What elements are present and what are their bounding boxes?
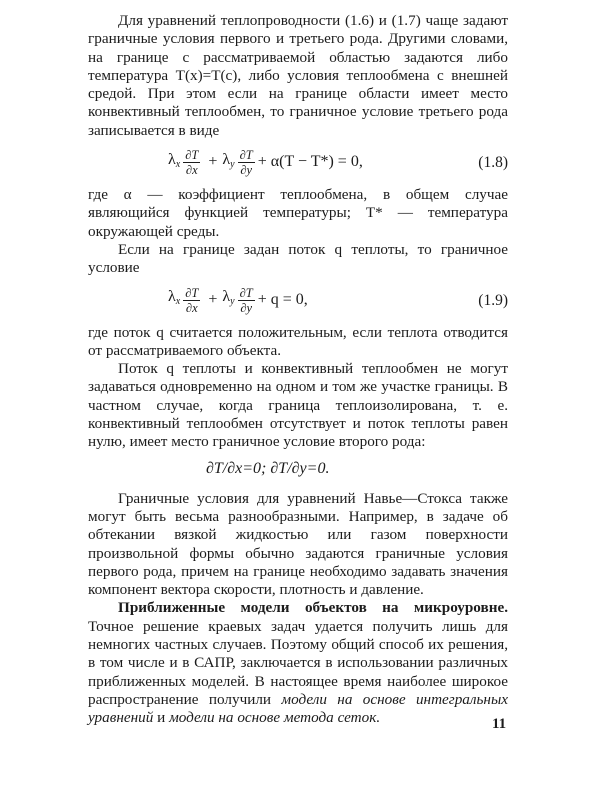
fraction-dT-dy: $\frac{\partial T}{\partial y}$ <box>239 285 253 315</box>
lambda-x: $\lambda_x$ <box>168 288 181 308</box>
paragraph-approximate-models: Приближенные модели объектов на микроуровне. Точное решение краевых задач удается получить лишь для немногих частных случаев. Поэтому общий способ их решения, в том числе и в САПР, заключается в использовании различных приближенных моделей. В настоящее время наиболее широкое распространение получили модели на основе интегральных уравнений и модели на основе метода сеток. <box>88 599 508 727</box>
paragraph-flux-sign: где поток q считается положительным, если теплота отводится от рассматриваемого объекта. <box>88 323 508 359</box>
paragraph-second-kind: Поток q теплоты и конвективный теплообмен не могут задаваться одновременно на одном и том же участке границы. В частном случае, когда граница теплоизолирована, т. е. конвективный теплообмен отсутствует и поток теплоты равен нулю, имеет место граничное условие второго рода: <box>88 360 508 451</box>
fraction-dT-dx: $\frac{\partial T}{\partial x}$ <box>185 285 199 315</box>
term-grid-method: модели на основе метода сеток. <box>169 709 381 727</box>
lambda-y: $\lambda_y$ <box>222 150 235 170</box>
paragraph-heat-flux: Если на границе задан поток q теплоты, то граничное условие <box>88 240 508 277</box>
page-text-block <box>88 12 508 728</box>
formula-1-9-tail: + q = 0, <box>257 290 308 308</box>
formula-1-8-expression: $\lambda_x$ $\frac{\partial T}{\partial x}$ + $\lambda_y$ $\frac{\partial T}{\partial y}$ + α(T − T*) = 0, <box>168 148 363 178</box>
formula-1-8-tail: + α(T − T*) = 0, <box>257 153 363 171</box>
lambda-y: $\lambda_y$ <box>222 288 235 308</box>
equation-number-1-8: (1.8) <box>478 154 508 172</box>
section-heading-approximate-models: Приближенные модели объектов на микроуровне. <box>118 599 508 617</box>
fraction-dT-dx: $\frac{\partial T}{\partial x}$ <box>185 148 199 178</box>
formula-1-9-expression: $\lambda_x$ $\frac{\partial T}{\partial x}$ + $\lambda_y$ $\frac{\partial T}{\partial y}$ + q = 0, <box>168 285 308 315</box>
term-integral-equations: модели на основе интегральных уравнений <box>88 690 508 727</box>
equation-number-1-9: (1.9) <box>478 291 508 309</box>
paragraph-alpha-definition: где α — коэффициент теплообмена, в общем случае являющийся функцией температуры; T* — температура окружающей среды. <box>88 186 508 240</box>
paragraph-navier-stokes: Граничные условия для уравнений Навье—Стокса также могут быть весьма разнообразными. Например, в задаче об обтекании вязкой жидкостью или газом поверхности произвольной формы обычно задаются граничные условия первого рода, причем на границе необходимо задавать значения компонент вектора скорости, плотность и давление. <box>88 489 508 599</box>
formula-second-kind <box>88 454 508 488</box>
paragraph-boundary-conditions-intro: Для уравнений теплопроводности (1.6) и (1.7) чаще задают граничные условия первого и третьего рода. Другими словами, на границе с рассматриваемой областью задаются либо температура T(x)=T(c), либо условия теплообмена с внешней средой. При этом если на границе области имеет место конвективный теплообмен, то граничное условие третьего рода записывается в виде <box>88 12 508 139</box>
fraction-dT-dy: $\frac{\partial T}{\partial y}$ <box>239 148 253 178</box>
page-number: 11 <box>492 716 507 732</box>
formula-1-9 <box>88 280 508 322</box>
formula-1-8 <box>88 142 508 184</box>
lambda-x: $\lambda_x$ <box>168 150 181 170</box>
formula-second-kind-expression: ∂T/∂x=0; ∂T/∂y=0. <box>206 459 330 477</box>
